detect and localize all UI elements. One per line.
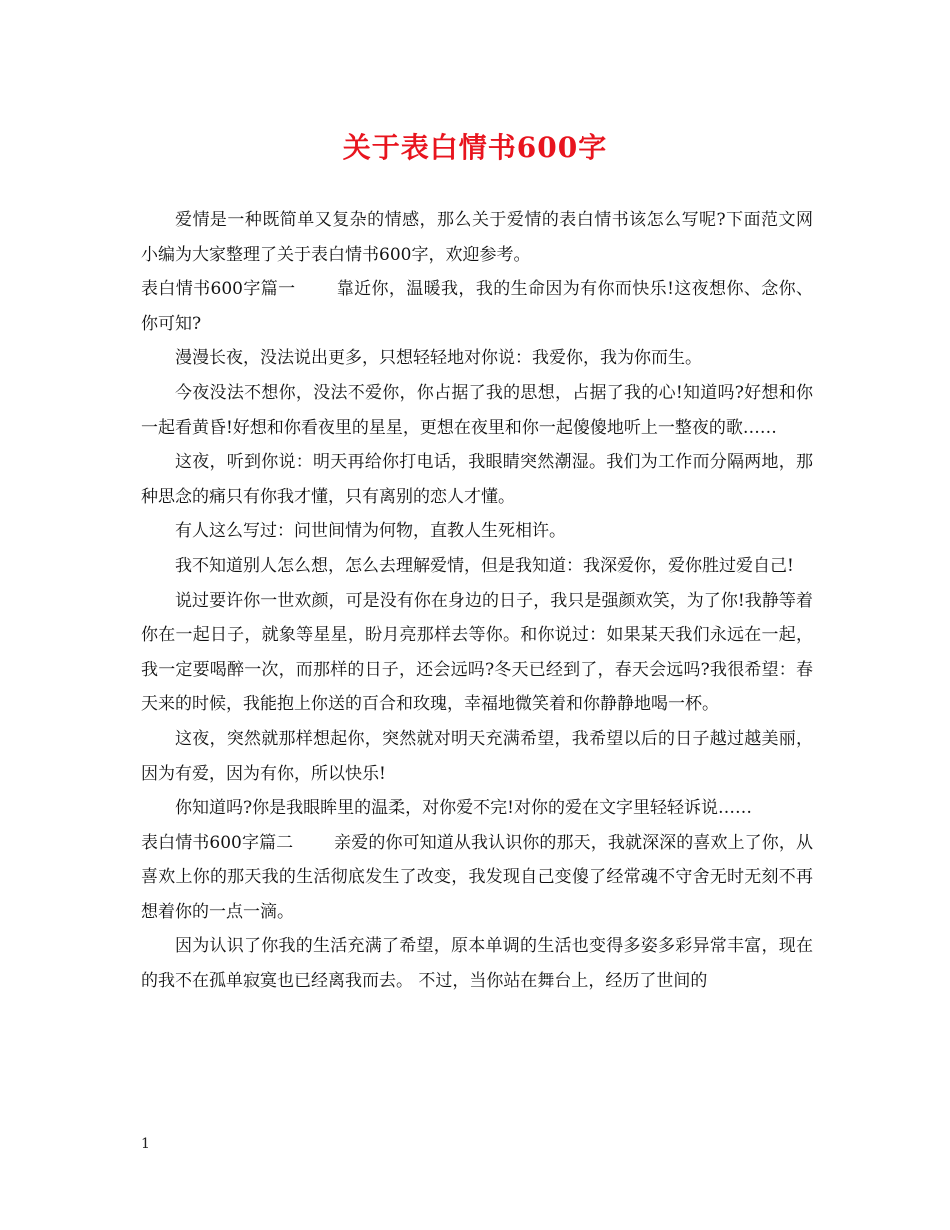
paragraph: 因为认识了你我的生活充满了希望，原本单调的生活也变得多姿多彩异常丰富，现在的我不在孤单寂寞也已经离我而去。 不过，当你站在舞台上，经历了世间的	[141, 936, 813, 992]
section-one-heading: 表白情书600字篇一	[141, 279, 296, 300]
paragraph: 漫漫长夜，没法说出更多，只想轻轻地对你说：我爱你，我为你而生。	[175, 348, 702, 369]
paragraph-intro: 爱情是一种既简单又复杂的情感，那么关于爱情的表白情书该怎么写呢?下面范文网小编为大家整理了关于表白情书600字，欢迎参考。	[141, 210, 813, 265]
paragraph: 你知道吗?你是我眼眸里的温柔，对你爱不完!对你的爱在文字里轻轻诉说……	[175, 798, 752, 819]
section-two-paragraph	[141, 826, 813, 930]
section-one-paragraph	[141, 272, 813, 341]
paragraph: 我不知道别人怎么想，怎么去理解爱情，但是我知道：我深爱你，爱你胜过爱自己!	[175, 555, 794, 576]
page-number: 1	[141, 1136, 150, 1152]
section-two-text: 亲爱的你可知道从我认识你的那天，我就深深的喜欢上了你，从喜欢上你的那天我的生活彻底发生了改变，我发现自己变傻了经常魂不守舍无时无刻不再想着你的一点一滴。	[141, 832, 813, 922]
paragraph: 有人这么写过：问世间情为何物，直教人生死相许。	[175, 521, 566, 542]
paragraph: 今夜没法不想你，没法不爱你，你占据了我的思想，占据了我的心!知道吗?好想和你一起看黄昏!好想和你看夜里的星星，更想在夜里和你一起傻傻地听上一整夜的歌……	[141, 382, 813, 438]
document-title: 关于表白情书600字	[342, 131, 608, 164]
document-body	[141, 203, 813, 999]
paragraph: 这夜，突然就那样想起你，突然就对明天充满希望，我希望以后的日子越过越美丽，因为有爱，因为有你，所以快乐!	[141, 728, 813, 784]
section-two-heading: 表白情书600字篇二	[141, 832, 294, 853]
section-one-text: 靠近你，温暖我，我的生命因为有你而快乐!这夜想你、念你、你可知?	[141, 279, 813, 334]
paragraph: 说过要许你一世欢颜，可是没有你在身边的日子，我只是强颜欢笑，为了你!我静等着你在一起日子，就象等星星，盼月亮那样去等你。和你说过：如果某天我们永远在一起，我一定要喝醉一次，而那样的日子，还会远吗?冬天已经到了，春天会远吗?我很希望：春天来的时候，我能抱上你送的百合和玫瑰，幸福地微笑着和你静静地喝一杯。	[141, 590, 813, 715]
paragraph: 这夜，听到你说：明天再给你打电话，我眼睛突然潮湿。我们为工作而分隔两地，那种思念的痛只有你我才懂，只有离别的恋人才懂。	[141, 452, 813, 507]
